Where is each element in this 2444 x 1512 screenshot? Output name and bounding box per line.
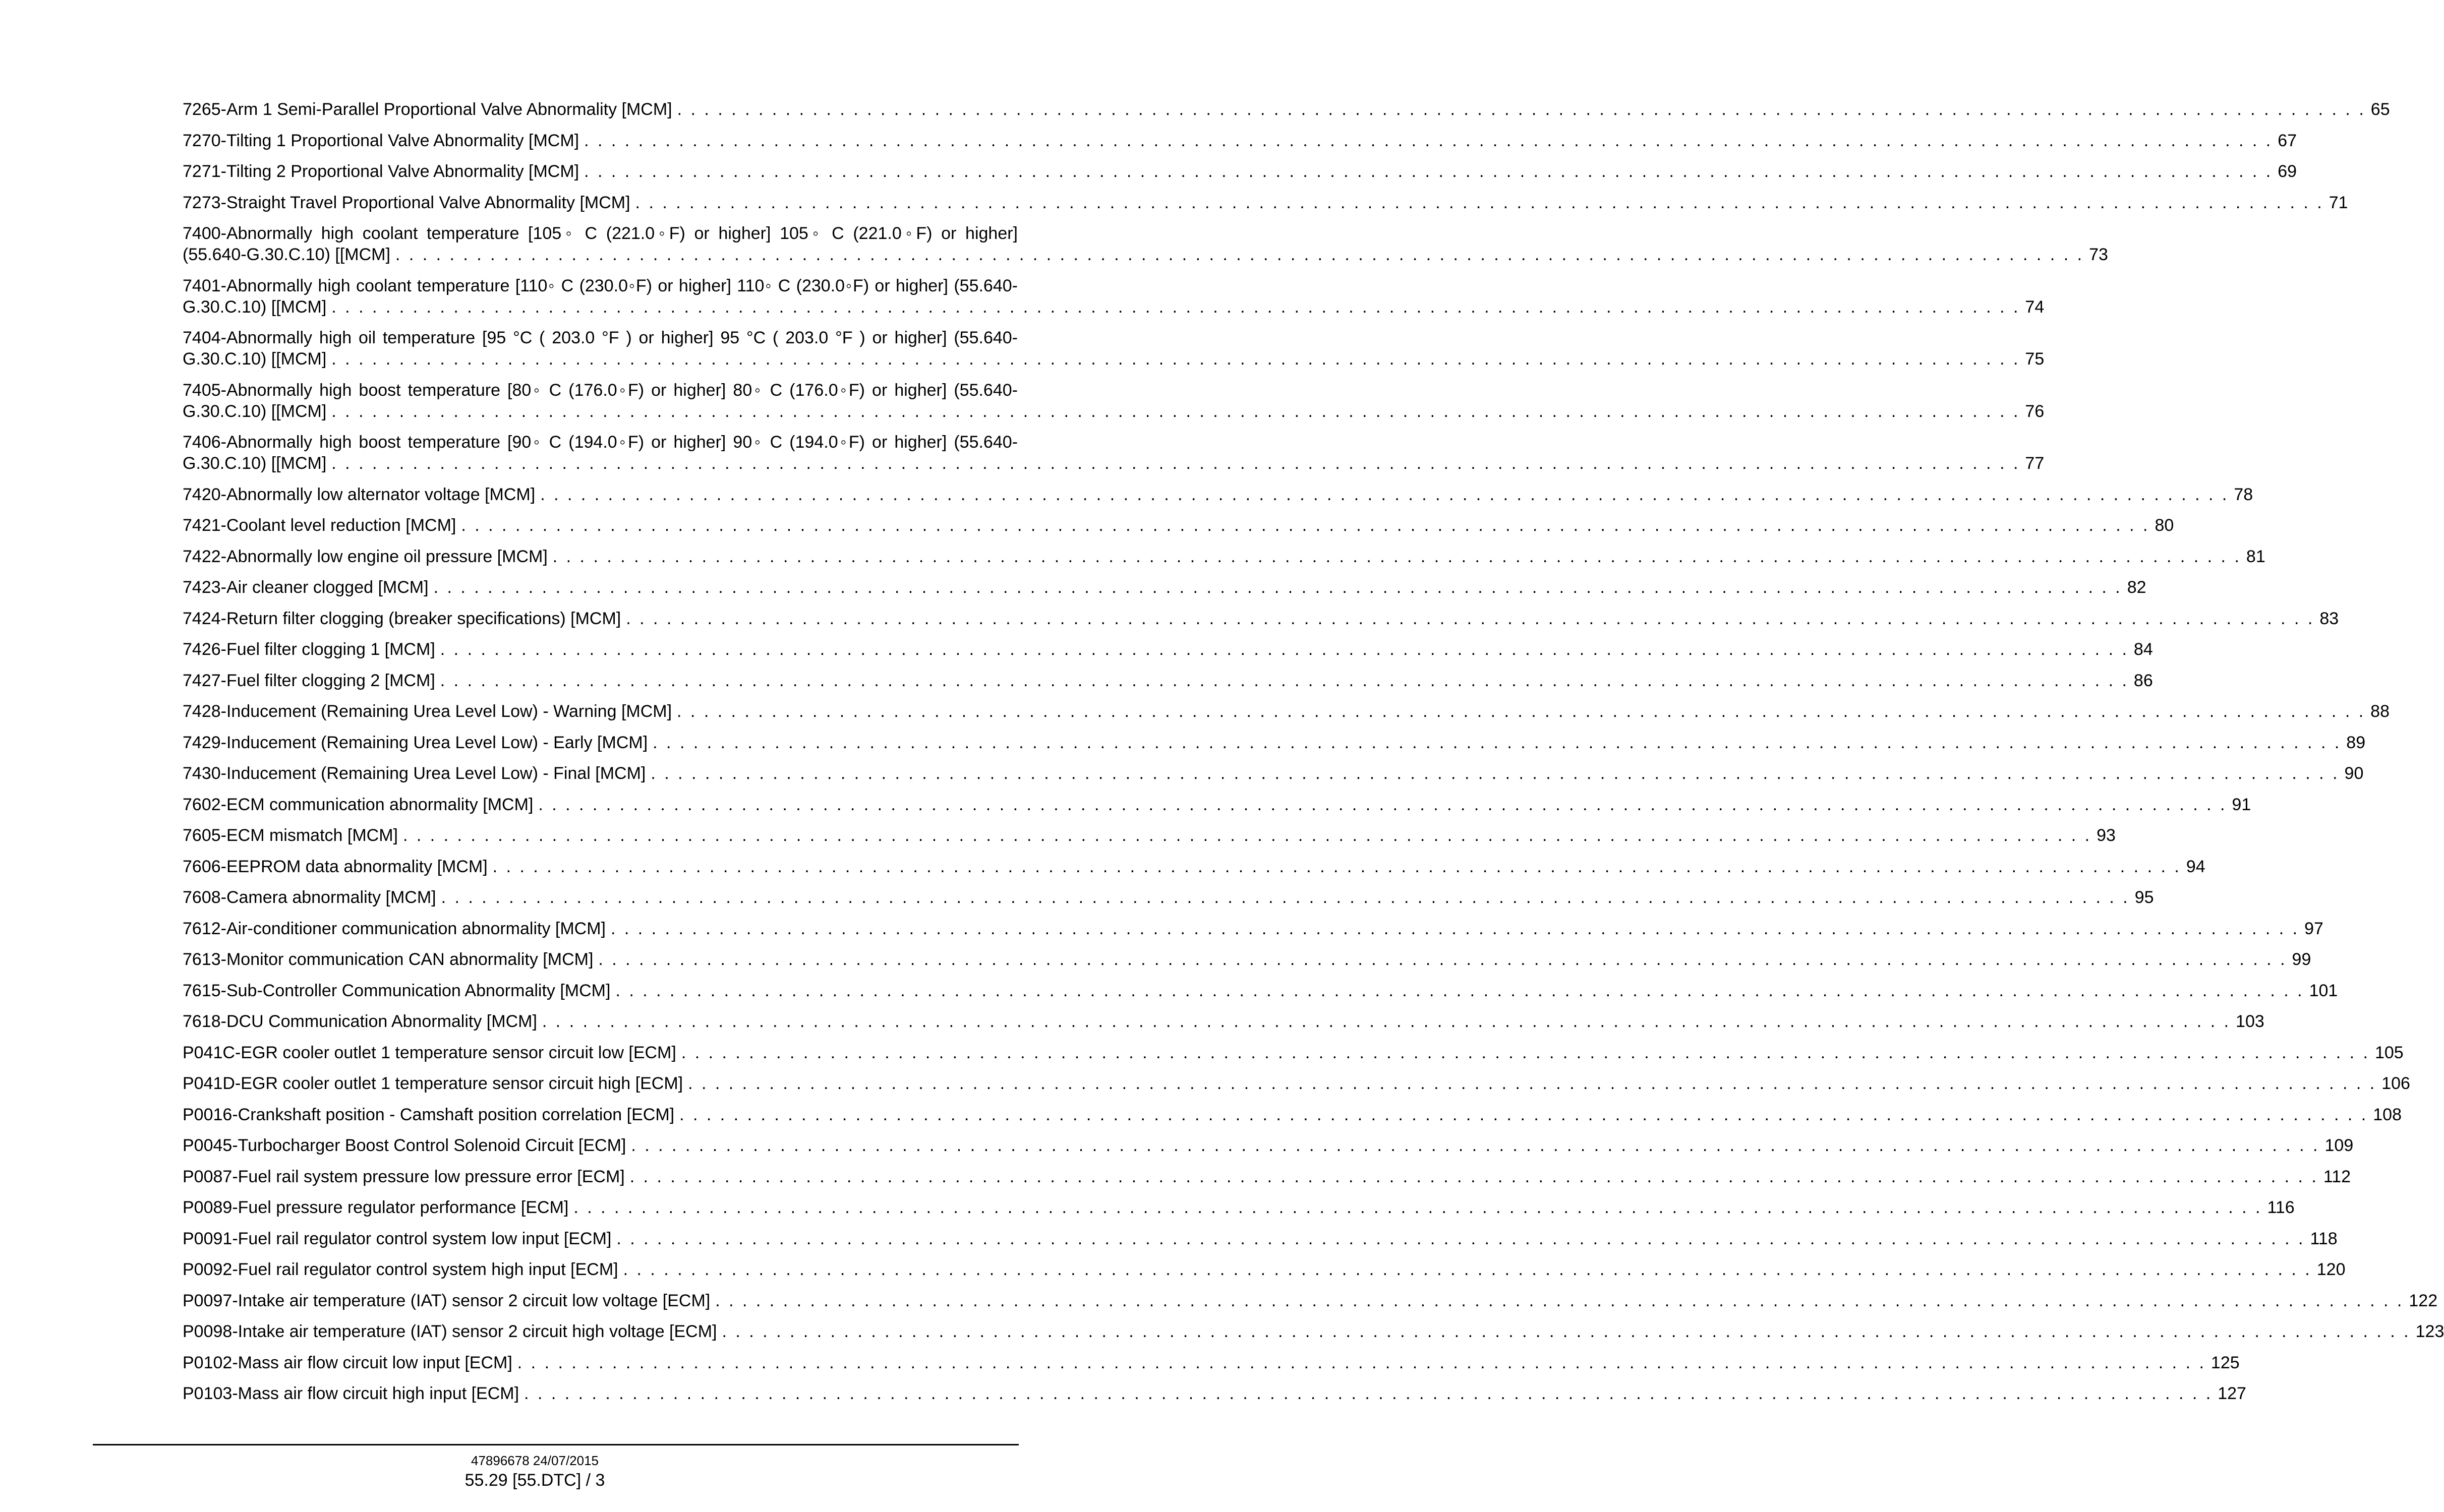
toc-entry-title: 7612-Air-conditioner communication abnormality [MCM] (183, 919, 606, 938)
toc-entry[interactable] (183, 546, 2265, 567)
toc-entry-title: 7615-Sub-Controller Communication Abnormality [MCM] (183, 981, 611, 1000)
dot-leader: . . . . . . . . . . . . . . . . . . . . . . . . . . . . . . . . . . . . . . . . . . . . . . . . . . . . . . . . . . . . . . . . . . . . . . . . . . . . . . . . . . . . . . . . . . . . . . . . . . . . . . . . . . . . . . . . . . . . . . . . . . . . . (584, 131, 2273, 150)
dot-leader: . . . . . . . . . . . . . . . . . . . . . . . . . . . . . . . . . . . . . . . . . . . . . . . . . . . . . . . . . . . . . . . . . . . . . . . . . . . . . . . . . . . . . . . . . . . . . . . . . . . . . . . . . . . . . . . . . . . . . . . . . . . . . (517, 1353, 2206, 1372)
toc-entry-title-line2: (55.640-G.30.C.10) [[MCM] (183, 245, 390, 264)
dot-leader: . . . . . . . . . . . . . . . . . . . . . . . . . . . . . . . . . . . . . . . . . . . . . . . . . . . . . . . . . . . . . . . . . . . . . . . . . . . . . . . . . . . . . . . . . . . . . . . . . . . . . . . . . . . . . . . . . . . . . . . . . . . . . (611, 919, 2300, 938)
toc-entry[interactable] (183, 1166, 2351, 1187)
dot-leader: . . . . . . . . . . . . . . . . . . . . . . . . . . . . . . . . . . . . . . . . . . . . . . . . . . . . . . . . . . . . . . . . . . . . . . . . . . . . . . . . . . . . . . . . . . . . . . . . . . . . . . . . . . . . . . . . . . . . . . . . . . . . . (616, 1229, 2305, 1248)
dot-leader: . . . . . . . . . . . . . . . . . . . . . . . . . . . . . . . . . . . . . . . . . . . . . . . . . . . . . . . . . . . . . . . . . . . . . . . . . . . . . . . . . . . . . . . . . . . . . . . . . . . . . . . . . . . . . . . . . . . . . . . . . . . . . (331, 401, 2020, 421)
toc-entry[interactable] (183, 980, 2338, 1001)
toc-entry-page-number: 127 (2218, 1384, 2246, 1403)
toc-entry[interactable] (183, 1290, 2438, 1311)
dot-leader: . . . . . . . . . . . . . . . . . . . . . . . . . . . . . . . . . . . . . . . . . . . . . . . . . . . . . . . . . . . . . . . . . . . . . . . . . . . . . . . . . . . . . . . . . . . . . . . . . . . . . . . . . . . . . . . . . . . . . . . . . . . . . (331, 349, 2020, 369)
dot-leader: . . . . . . . . . . . . . . . . . . . . . . . . . . . . . . . . . . . . . . . . . . . . . . . . . . . . . . . . . . . . . . . . . . . . . . . . . . . . . . . . . . . . . . . . . . . . . . . . . . . . . . . . . . . . . . . . . . . . . . . . . . . . . (651, 764, 2340, 783)
toc-entry-page-number: 77 (2025, 454, 2045, 473)
toc-entry-title: P0045-Turbocharger Boost Control Solenoid Circuit [ECM] (183, 1136, 626, 1155)
toc-entry[interactable] (183, 1135, 2354, 1156)
toc-entry[interactable] (183, 1228, 2338, 1249)
toc-entry-title: P0016-Crankshaft position - Camshaft position correlation [ECM] (183, 1105, 675, 1124)
toc-entry-title: P0091-Fuel rail regulator control system low input [ECM] (183, 1229, 612, 1248)
toc-entry[interactable] (183, 763, 2364, 784)
toc-entry[interactable] (183, 1104, 2402, 1125)
toc-entry-title-line2-row (183, 296, 2045, 318)
toc-entry-page-number: 94 (2186, 857, 2205, 876)
toc-entry-title: 7602-ECM communication abnormality [MCM] (183, 795, 534, 814)
dot-leader: . . . . . . . . . . . . . . . . . . . . . . . . . . . . . . . . . . . . . . . . . . . . . . . . . . . . . . . . . . . . . . . . . . . . . . . . . . . . . . . . . . . . . . . . . . . . . . . . . . . . . . . . . . . . . . . . . . . . . . . . . . . . . (395, 245, 2084, 264)
toc-entry[interactable] (183, 484, 2253, 505)
toc-entry-title-line1: 7400-Abnormally high coolant temperature [105◦ C (221.0◦F) or higher] 105◦ C (221.0◦F) or higher] (183, 224, 1018, 243)
toc-entry-page-number: 90 (2344, 764, 2364, 783)
toc-entry[interactable] (183, 794, 2251, 815)
dot-leader: . . . . . . . . . . . . . . . . . . . . . . . . . . . . . . . . . . . . . . . . . . . . . . . . . . . . . . . . . . . . . . . . . . . . . . . . . . . . . . . . . . . . . . . . . . . . . . . . . . . . . . . . . . . . . . . . . . . . . . . . . . . . . (540, 485, 2229, 504)
toc-entry[interactable] (183, 856, 2205, 877)
toc-entry[interactable] (183, 327, 2045, 370)
toc-entry-title-line1: 7405-Abnormally high boost temperature [80◦ C (176.0◦F) or higher] 80◦ C (176.0◦F) or higher] (55.640- (183, 380, 1018, 400)
toc-entry-page-number: 101 (2309, 981, 2338, 1000)
toc-entry-page-number: 125 (2210, 1353, 2240, 1372)
footer-document-id: 47896678 24/07/2015 (471, 1453, 599, 1468)
toc-entry-title: 7428-Inducement (Remaining Urea Level Low) - Warning [MCM] (183, 702, 672, 721)
toc-entry-page-number: 83 (2319, 609, 2339, 628)
footer-page-reference: 55.29 [55.DTC] / 3 (464, 1471, 605, 1490)
toc-entry-page-number: 75 (2025, 349, 2045, 369)
toc-entry[interactable] (183, 1383, 2246, 1404)
toc-entry[interactable] (183, 1073, 2410, 1094)
toc-entry-title: 7424-Return filter clogging (breaker specifications) [MCM] (183, 609, 621, 628)
toc-entry-page-number: 105 (2374, 1043, 2404, 1062)
dot-leader: . . . . . . . . . . . . . . . . . . . . . . . . . . . . . . . . . . . . . . . . . . . . . . . . . . . . . . . . . . . . . . . . . . . . . . . . . . . . . . . . . . . . . . . . . . . . . . . . . . . . . . . . . . . . . . . . . . . . . . . . . . . . . (331, 454, 2020, 473)
dot-leader: . . . . . . . . . . . . . . . . . . . . . . . . . . . . . . . . . . . . . . . . . . . . . . . . . . . . . . . . . . . . . . . . . . . . . . . . . . . . . . . . . . . . . . . . . . . . . . . . . . . . . . . . . . . . . . . . . . . . . . . . . . . . . (635, 193, 2324, 212)
toc-entry[interactable] (183, 192, 2348, 213)
dot-leader: . . . . . . . . . . . . . . . . . . . . . . . . . . . . . . . . . . . . . . . . . . . . . . . . . . . . . . . . . . . . . . . . . . . . . . . . . . . . . . . . . . . . . . . . . . . . . . . . . . . . . . . . . . . . . . . . . . . . . . . . . . . . . (524, 1384, 2213, 1403)
dot-leader: . . . . . . . . . . . . . . . . . . . . . . . . . . . . . . . . . . . . . . . . . . . . . . . . . . . . . . . . . . . . . . . . . . . . . . . . . . . . . . . . . . . . . . . . . . . . . . . . . . . . . . . . . . . . . . . . . . . . . . . . . . . . . (538, 795, 2227, 814)
toc-entry-title-line2-row (183, 244, 2108, 265)
toc-entry-page-number: 82 (2127, 578, 2146, 597)
toc-entry[interactable] (183, 732, 2366, 753)
dot-leader: . . . . . . . . . . . . . . . . . . . . . . . . . . . . . . . . . . . . . . . . . . . . . . . . . . . . . . . . . . . . . . . . . . . . . . . . . . . . . . . . . . . . . . . . . . . . . . . . . . . . . . . . . . . . . . . . . . . . . . . . . . . . . (584, 162, 2273, 181)
dot-leader: . . . . . . . . . . . . . . . . . . . . . . . . . . . . . . . . . . . . . . . . . . . . . . . . . . . . . . . . . . . . . . . . . . . . . . . . . . . . . . . . . . . . . . . . . . . . . . . . . . . . . . . . . . . . . . . . . . . . . . . . . . . . . (629, 1167, 2318, 1186)
toc-entry[interactable] (183, 515, 2174, 536)
dot-leader: . . . . . . . . . . . . . . . . . . . . . . . . . . . . . . . . . . . . . . . . . . . . . . . . . . . . . . . . . . . . . . . . . . . . . . . . . . . . . . . . . . . . . . . . . . . . . . . . . . . . . . . . . . . . . . . . . . . . . . . . . . . . . (598, 950, 2287, 969)
dot-leader: . . . . . . . . . . . . . . . . . . . . . . . . . . . . . . . . . . . . . . . . . . . . . . . . . . . . . . . . . . . . . . . . . . . . . . . . . . . . . . . . . . . . . . . . . . . . . . . . . . . . . . . . . . . . . . . . . . . . . . . . . . . . . (441, 888, 2130, 907)
toc-entry[interactable] (183, 223, 2108, 265)
dot-leader: . . . . . . . . . . . . . . . . . . . . . . . . . . . . . . . . . . . . . . . . . . . . . . . . . . . . . . . . . . . . . . . . . . . . . . . . . . . . . . . . . . . . . . . . . . . . . . . . . . . . . . . . . . . . . . . . . . . . . . . . . . . . . (653, 733, 2342, 752)
toc-entry-title: 7605-ECM mismatch [MCM] (183, 826, 398, 845)
toc-entry[interactable] (183, 1011, 2264, 1032)
toc-entry-title: 7608-Camera abnormality [MCM] (183, 888, 436, 907)
toc-entry-title-line2-row (183, 348, 2045, 370)
dot-leader: . . . . . . . . . . . . . . . . . . . . . . . . . . . . . . . . . . . . . . . . . . . . . . . . . . . . . . . . . . . . . . . . . . . . . . . . . . . . . . . . . . . . . . . . . . . . . . . . . . . . . . . . . . . . . . . . . . . . . . . . . . . . . (688, 1074, 2377, 1093)
toc-entry-page-number: 67 (2278, 131, 2297, 150)
toc-entry-title-line2: G.30.C.10) [[MCM] (183, 349, 327, 369)
toc-entry-page-number: 106 (2381, 1074, 2410, 1093)
dot-leader: . . . . . . . . . . . . . . . . . . . . . . . . . . . . . . . . . . . . . . . . . . . . . . . . . . . . . . . . . . . . . . . . . . . . . . . . . . . . . . . . . . . . . . . . . . . . . . . . . . . . . . . . . . . . . . . . . . . . . . . . . . . . . (623, 1260, 2312, 1279)
toc-entry-page-number: 73 (2089, 245, 2108, 264)
toc-entry[interactable] (183, 432, 2045, 474)
toc-entry-page-number: 93 (2097, 826, 2116, 845)
toc-entry-title: 7273-Straight Travel Proportional Valve Abnormality [MCM] (183, 193, 630, 212)
dot-leader: . . . . . . . . . . . . . . . . . . . . . . . . . . . . . . . . . . . . . . . . . . . . . . . . . . . . . . . . . . . . . . . . . . . . . . . . . . . . . . . . . . . . . . . . . . . . . . . . . . . . . . . . . . . . . . . . . . . . . . . . . . . . . (681, 1043, 2370, 1062)
toc-entry-title: 7606-EEPROM data abnormality [MCM] (183, 857, 488, 876)
toc-entry-page-number: 99 (2292, 950, 2311, 969)
toc-entry-page-number: 118 (2310, 1229, 2338, 1248)
toc-entry[interactable] (183, 608, 2339, 629)
toc-entry-title: 7613-Monitor communication CAN abnormality [MCM] (183, 950, 594, 969)
toc-entry-page-number: 112 (2323, 1167, 2351, 1186)
toc-entry[interactable] (183, 1352, 2240, 1373)
toc-entry-title: P0103-Mass air flow circuit high input [ECM] (183, 1384, 519, 1403)
toc-entry-title: 7421-Coolant level reduction [MCM] (183, 516, 456, 535)
toc-entry-title: P0098-Intake air temperature (IAT) sensor 2 circuit high voltage [ECM] (183, 1322, 717, 1341)
toc-entry[interactable] (183, 161, 2297, 182)
toc-entry[interactable] (183, 701, 2390, 722)
toc-entry-page-number: 76 (2025, 401, 2045, 421)
toc-entry-title: 7430-Inducement (Remaining Urea Level Low) - Final [MCM] (183, 764, 646, 783)
dot-leader: . . . . . . . . . . . . . . . . . . . . . . . . . . . . . . . . . . . . . . . . . . . . . . . . . . . . . . . . . . . . . . . . . . . . . . . . . . . . . . . . . . . . . . . . . . . . . . . . . . . . . . . . . . . . . . . . . . . . . . . . . . . . . (626, 609, 2315, 628)
toc-entry-page-number: 80 (2155, 516, 2174, 535)
toc-entry[interactable] (183, 949, 2311, 970)
toc-entry-page-number: 86 (2133, 671, 2153, 690)
toc-entry-page-number: 81 (2246, 547, 2265, 566)
toc-entry-page-number: 84 (2133, 640, 2153, 659)
toc-entry-title-line2-row (183, 401, 2045, 422)
dot-leader: . . . . . . . . . . . . . . . . . . . . . . . . . . . . . . . . . . . . . . . . . . . . . . . . . . . . . . . . . . . . . . . . . . . . . . . . . . . . . . . . . . . . . . . . . . . . . . . . . . . . . . . . . . . . . . . . . . . . . . . . . . . . . (440, 671, 2129, 690)
toc-entry[interactable] (183, 130, 2297, 151)
toc-entry-page-number: 69 (2278, 162, 2297, 181)
toc-entry-page-number: 88 (2370, 702, 2390, 721)
toc-entry-title: P0097-Intake air temperature (IAT) sensor 2 circuit low voltage [ECM] (183, 1291, 711, 1310)
toc-entry-page-number: 65 (2370, 100, 2390, 119)
toc-entry-page-number: 116 (2267, 1198, 2295, 1217)
toc-entry-title: 7422-Abnormally low engine oil pressure [MCM] (183, 547, 548, 566)
toc-entry-title-line1: 7401-Abnormally high coolant temperature [110◦ C (230.0◦F) or higher] 110◦ C (230.0◦F) or higher] (55.640- (183, 276, 1018, 295)
toc-entry-title: P041C-EGR cooler outlet 1 temperature sensor circuit low [ECM] (183, 1043, 676, 1062)
dot-leader: . . . . . . . . . . . . . . . . . . . . . . . . . . . . . . . . . . . . . . . . . . . . . . . . . . . . . . . . . . . . . . . . . . . . . . . . . . . . . . . . . . . . . . . . . . . . . . . . . . . . . . . . . . . . . . . . . . . . . . . . . . . . . (573, 1198, 2262, 1217)
toc-entry[interactable] (183, 380, 2045, 422)
toc-entry-page-number: 91 (2232, 795, 2251, 814)
dot-leader: . . . . . . . . . . . . . . . . . . . . . . . . . . . . . . . . . . . . . . . . . . . . . . . . . . . . . . . . . . . . . . . . . . . . . . . . . . . . . . . . . . . . . . . . . . . . . . . . . . . . . . . . . . . . . . . . . . . . . . . . . . . . . (542, 1012, 2231, 1031)
toc-entry[interactable] (183, 577, 2146, 598)
toc-entry[interactable] (183, 275, 2045, 318)
toc-entry[interactable] (183, 99, 2390, 120)
toc-entry-title: P0087-Fuel rail system pressure low pressure error [ECM] (183, 1167, 625, 1186)
dot-leader: . . . . . . . . . . . . . . . . . . . . . . . . . . . . . . . . . . . . . . . . . . . . . . . . . . . . . . . . . . . . . . . . . . . . . . . . . . . . . . . . . . . . . . . . . . . . . . . . . . . . . . . . . . . . . . . . . . . . . . . . . . . . . (615, 981, 2304, 1000)
toc-entry[interactable] (183, 1197, 2295, 1218)
dot-leader: . . . . . . . . . . . . . . . . . . . . . . . . . . . . . . . . . . . . . . . . . . . . . . . . . . . . . . . . . . . . . . . . . . . . . . . . . . . . . . . . . . . . . . . . . . . . . . . . . . . . . . . . . . . . . . . . . . . . . . . . . . . . . (461, 516, 2150, 535)
toc-entry-title: 7429-Inducement (Remaining Urea Level Low) - Early [MCM] (183, 733, 648, 752)
toc-entry-page-number: 74 (2025, 297, 2045, 317)
dot-leader: . . . . . . . . . . . . . . . . . . . . . . . . . . . . . . . . . . . . . . . . . . . . . . . . . . . . . . . . . . . . . . . . . . . . . . . . . . . . . . . . . . . . . . . . . . . . . . . . . . . . . . . . . . . . . . . . . . . . . . . . . . . . . (331, 297, 2020, 317)
dot-leader: . . . . . . . . . . . . . . . . . . . . . . . . . . . . . . . . . . . . . . . . . . . . . . . . . . . . . . . . . . . . . . . . . . . . . . . . . . . . . . . . . . . . . . . . . . . . . . . . . . . . . . . . . . . . . . . . . . . . . . . . . . . . . (492, 857, 2181, 876)
footer-divider (93, 1444, 1019, 1445)
toc-entry[interactable] (183, 1042, 2404, 1063)
toc-entry-title-line2-row (183, 453, 2045, 474)
toc-entry[interactable] (183, 825, 2116, 846)
toc-entry-page-number: 97 (2304, 919, 2323, 938)
toc-entry-title: 7271-Tilting 2 Proportional Valve Abnormality [MCM] (183, 162, 579, 181)
dot-leader: . . . . . . . . . . . . . . . . . . . . . . . . . . . . . . . . . . . . . . . . . . . . . . . . . . . . . . . . . . . . . . . . . . . . . . . . . . . . . . . . . . . . . . . . . . . . . . . . . . . . . . . . . . . . . . . . . . . . . . . . . . . . . (722, 1322, 2411, 1341)
toc-entry-title: 7426-Fuel filter clogging 1 [MCM] (183, 640, 435, 659)
toc-entry-title: 7270-Tilting 1 Proportional Valve Abnormality [MCM] (183, 131, 579, 150)
toc-entry-title: P0102-Mass air flow circuit low input [ECM] (183, 1353, 512, 1372)
toc-entry-page-number: 120 (2316, 1260, 2346, 1279)
toc-entry[interactable] (183, 670, 2153, 691)
dot-leader: . . . . . . . . . . . . . . . . . . . . . . . . . . . . . . . . . . . . . . . . . . . . . . . . . . . . . . . . . . . . . . . . . . . . . . . . . . . . . . . . . . . . . . . . . . . . . . . . . . . . . . . . . . . . . . . . . . . . . . . . . . . . . (402, 826, 2092, 845)
toc-entry[interactable] (183, 918, 2323, 939)
toc-entry[interactable] (183, 1259, 2346, 1280)
dot-leader: . . . . . . . . . . . . . . . . . . . . . . . . . . . . . . . . . . . . . . . . . . . . . . . . . . . . . . . . . . . . . . . . . . . . . . . . . . . . . . . . . . . . . . . . . . . . . . . . . . . . . . . . . . . . . . . . . . . . . . . . . . . . . (552, 547, 2241, 566)
toc-entry-page-number: 108 (2373, 1105, 2402, 1124)
toc-entry-title-line2: G.30.C.10) [[MCM] (183, 401, 327, 421)
toc-entry-title-line1: 7404-Abnormally high oil temperature [95 °C ( 203.0 °F ) or higher] 95 °C ( 203.0 °F ) or higher] (55.640- (183, 328, 1018, 347)
dot-leader: . . . . . . . . . . . . . . . . . . . . . . . . . . . . . . . . . . . . . . . . . . . . . . . . . . . . . . . . . . . . . . . . . . . . . . . . . . . . . . . . . . . . . . . . . . . . . . . . . . . . . . . . . . . . . . . . . . . . . . . . . . . . . (677, 702, 2366, 721)
toc-entry-title: P0092-Fuel rail regulator control system high input [ECM] (183, 1260, 618, 1279)
toc-entry-title: 7265-Arm 1 Semi-Parallel Proportional Valve Abnormality [MCM] (183, 100, 672, 119)
toc-entry-title: 7427-Fuel filter clogging 2 [MCM] (183, 671, 435, 690)
toc-entry-title-line2: G.30.C.10) [[MCM] (183, 297, 327, 317)
dot-leader: . . . . . . . . . . . . . . . . . . . . . . . . . . . . . . . . . . . . . . . . . . . . . . . . . . . . . . . . . . . . . . . . . . . . . . . . . . . . . . . . . . . . . . . . . . . . . . . . . . . . . . . . . . . . . . . . . . . . . . . . . . . . . (679, 1105, 2368, 1124)
toc-entry-page-number: 122 (2409, 1291, 2438, 1310)
toc-entry-page-number: 123 (2415, 1322, 2444, 1341)
dot-leader: . . . . . . . . . . . . . . . . . . . . . . . . . . . . . . . . . . . . . . . . . . . . . . . . . . . . . . . . . . . . . . . . . . . . . . . . . . . . . . . . . . . . . . . . . . . . . . . . . . . . . . . . . . . . . . . . . . . . . . . . . . . . . (440, 640, 2129, 659)
toc-entry-page-number: 103 (2236, 1012, 2264, 1031)
toc-entry-page-number: 89 (2346, 733, 2366, 752)
toc-entry-title: P0089-Fuel pressure regulator performance [ECM] (183, 1198, 569, 1217)
toc-entry[interactable] (183, 639, 2153, 660)
toc-entry-page-number: 71 (2329, 193, 2348, 212)
dot-leader: . . . . . . . . . . . . . . . . . . . . . . . . . . . . . . . . . . . . . . . . . . . . . . . . . . . . . . . . . . . . . . . . . . . . . . . . . . . . . . . . . . . . . . . . . . . . . . . . . . . . . . . . . . . . . . . . . . . . . . . . . . . . . (677, 100, 2366, 119)
table-of-contents (183, 99, 2444, 1414)
dot-leader: . . . . . . . . . . . . . . . . . . . . . . . . . . . . . . . . . . . . . . . . . . . . . . . . . . . . . . . . . . . . . . . . . . . . . . . . . . . . . . . . . . . . . . . . . . . . . . . . . . . . . . . . . . . . . . . . . . . . . . . . . . . . . (715, 1291, 2404, 1310)
dot-leader: . . . . . . . . . . . . . . . . . . . . . . . . . . . . . . . . . . . . . . . . . . . . . . . . . . . . . . . . . . . . . . . . . . . . . . . . . . . . . . . . . . . . . . . . . . . . . . . . . . . . . . . . . . . . . . . . . . . . . . . . . . . . . (433, 578, 2122, 597)
dot-leader: . . . . . . . . . . . . . . . . . . . . . . . . . . . . . . . . . . . . . . . . . . . . . . . . . . . . . . . . . . . . . . . . . . . . . . . . . . . . . . . . . . . . . . . . . . . . . . . . . . . . . . . . . . . . . . . . . . . . . . . . . . . . . (631, 1136, 2320, 1155)
toc-entry-title: 7618-DCU Communication Abnormality [MCM] (183, 1012, 537, 1031)
toc-entry-page-number: 109 (2324, 1136, 2354, 1155)
toc-entry-page-number: 78 (2234, 485, 2253, 504)
toc-entry[interactable] (183, 887, 2154, 908)
toc-entry-title: 7423-Air cleaner clogged [MCM] (183, 578, 429, 597)
toc-entry-title-line1: 7406-Abnormally high boost temperature [90◦ C (194.0◦F) or higher] 90◦ C (194.0◦F) or higher] (55.640- (183, 433, 1018, 452)
toc-entry[interactable] (183, 1321, 2444, 1342)
toc-entry-title: 7420-Abnormally low alternator voltage [MCM] (183, 485, 536, 504)
toc-entry-title-line2: G.30.C.10) [[MCM] (183, 454, 327, 473)
toc-entry-page-number: 95 (2134, 888, 2154, 907)
toc-entry-title: P041D-EGR cooler outlet 1 temperature sensor circuit high [ECM] (183, 1074, 683, 1093)
